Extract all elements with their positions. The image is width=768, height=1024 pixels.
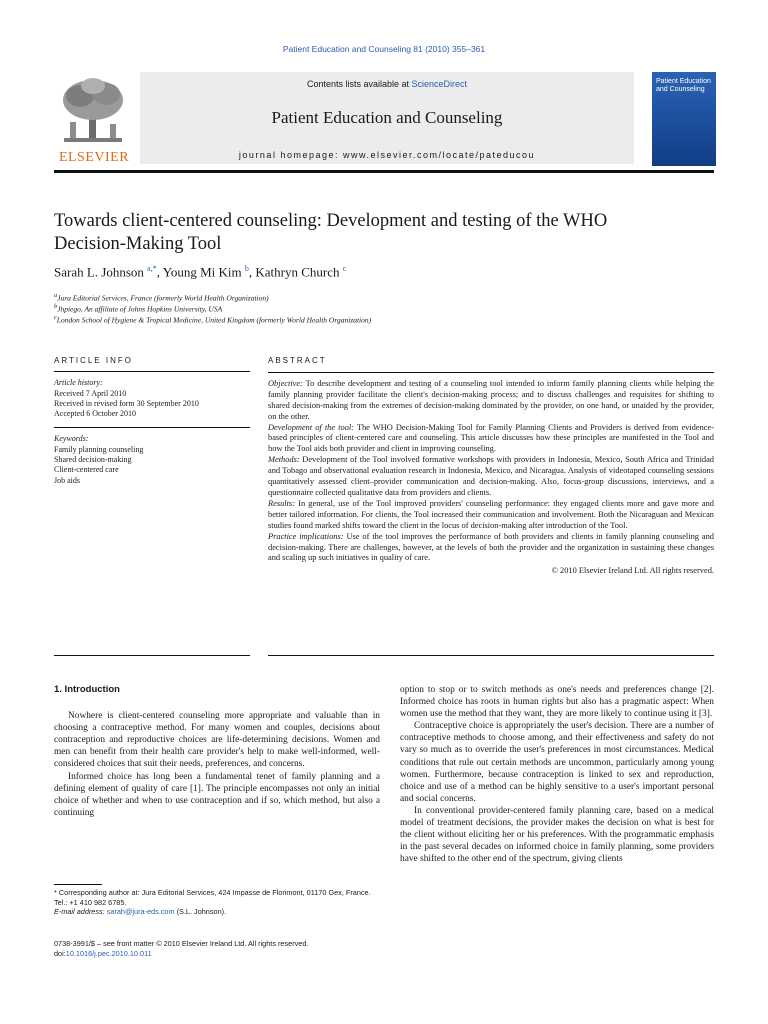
affiliation-mark: b	[54, 303, 58, 310]
affiliation-mark: a	[54, 292, 58, 299]
keywords-rule	[54, 427, 250, 428]
issn-line: 0738-3991/$ – see front matter © 2010 Elsevier Ireland Ltd. All rights reserved.	[54, 939, 309, 948]
article-info-heading: ARTICLE INFO	[54, 356, 133, 365]
sciencedirect-link[interactable]: ScienceDirect	[411, 79, 468, 89]
elsevier-logo[interactable]	[54, 72, 132, 166]
footnote	[54, 888, 380, 917]
author-name[interactable]: Kathryn Church	[255, 264, 340, 280]
doi-link[interactable]: 10.1016/j.pec.2010.10.011	[65, 948, 152, 958]
abstract-bottom-rule	[268, 655, 714, 656]
article-title-line-1: Towards client-centered counseling: Development and testing of the WHO	[54, 211, 608, 231]
abstract-rule	[268, 372, 714, 373]
keywords-label: Keywords:	[54, 434, 89, 444]
affiliation	[54, 314, 371, 325]
abstract-practice-implications	[268, 532, 714, 565]
abstract-section-text: Development of the Tool involved formative workshops with providers in Indonesia, Mexico, South Africa and Trinidad and Tobago and observational evaluation research in Indonesia, Mexico, and Nicaragua. Analysis of videotaped counseling sessions quantitatively assessed client–provider communication and decision-making. Also, focus-group discussions, interviews, and a questionnaire collected qualitative data from providers and clients.	[268, 455, 714, 497]
masthead-bottom-rule	[54, 170, 714, 173]
keyword: Job aids	[54, 475, 80, 485]
copyright-notice: © 2010 Elsevier Ireland Ltd. All rights reserved.	[551, 566, 714, 576]
author-affil-mark[interactable]: c	[342, 264, 347, 273]
journal-cover-thumbnail[interactable]	[652, 72, 716, 166]
author-name[interactable]: Young Mi Kim	[162, 264, 242, 280]
history-received: Received 7 April 2010	[54, 388, 127, 398]
journal-masthead	[54, 72, 714, 168]
cover-title: Patient Education and Counseling	[656, 78, 711, 93]
affiliation	[54, 303, 222, 314]
abstract-heading: ABSTRACT	[268, 356, 327, 365]
corresponding-author: * Corresponding author at: Jura Editorial Services, 424 Impasse de Florimont, 01170 Gex, France. Tel.: +1 410 982 6785.	[54, 888, 371, 907]
abstract-section-text: To describe development and testing of a counseling tool intended to inform family planning clients while helping the family planning provider facilitate the client's decision-making process; and to discuss challenges and requisites for shifting to shared decision-making from the extremes of decision-making dominated by the provider, on one hand, or unaided by the provider, on the other.	[268, 378, 714, 421]
affiliation	[54, 292, 269, 303]
email-link[interactable]: sarah@jura-eds.com	[106, 907, 175, 916]
body-paragraph: Informed choice has long been a fundamental tenet of family planning and a defining element of quality of care [1]. The principle encompasses not only an initial choice of whether and when to use contraception and if so, which method, but also a continuing	[54, 771, 380, 818]
affiliation-text: Jhpiego, An affiliate of Johns Hopkins University, USA	[57, 304, 223, 314]
keyword: Client-centered care	[54, 465, 119, 475]
affiliation-mark: c	[54, 314, 57, 321]
abstract-results	[268, 499, 714, 532]
author-affil-mark[interactable]: a,*	[147, 264, 157, 273]
email-label: E-mail address:	[54, 907, 105, 916]
keyword: Shared decision-making	[54, 455, 132, 465]
body-left-column	[54, 684, 380, 819]
journal-homepage-link[interactable]: journal homepage: www.elsevier.com/locate/pateducou	[238, 150, 536, 160]
doi-label: doi:	[54, 948, 66, 958]
article-title-line-2: Decision-Making Tool	[54, 234, 222, 254]
abstract-objective	[268, 379, 714, 423]
doi-line	[54, 949, 380, 959]
contents-prefix: Contents lists available at	[306, 79, 412, 89]
journal-citation[interactable]: Patient Education and Counseling 81 (2010) 355–361	[282, 44, 486, 54]
body-paragraph: Contraceptive choice is appropriately the user's decision. There are a number of contraceptive methods to choose among, and their effectiveness and safety do not vary so much as to override the user's preferences in most circumstances. Medical conditions that rule out certain methods are uncommon, particularly among young women. Furthermore, because contraception is linked to sex and reproduction, choice and use of a method can be highly sensitive to a user's important personal and social concerns.	[400, 721, 714, 804]
section-heading-introduction: 1. Introduction	[54, 684, 120, 695]
journal-title: Patient Education and Counseling	[271, 108, 503, 127]
email-suffix: (S.L. Johnson).	[176, 907, 227, 916]
author-name[interactable]: Sarah L. Johnson	[54, 264, 144, 280]
keyword: Family planning counseling	[54, 444, 144, 454]
history-label: Article history:	[54, 378, 103, 388]
abstract-section-label: Development of the tool:	[268, 422, 354, 432]
abstract-section-label: Practice implications:	[268, 531, 344, 541]
footnote-rule	[54, 884, 102, 885]
history-revised: Received in revised form 30 September 2010	[54, 398, 199, 408]
affiliation-text: London School of Hygiene & Tropical Medicine, United Kingdom (formerly World Health Organization)	[56, 315, 372, 325]
author-list: Sarah L. Johnson $^{a,*}$, Young Mi Kim $^b$, Kathryn Church $^c$	[54, 264, 347, 280]
contents-line	[140, 79, 634, 89]
body-paragraph: option to stop or to switch methods as one's needs and preferences change [2]. Informed choice has roots in human rights but also has a pragmatic aspect: When women use the method that they want, they are more likely to continue using it [3].	[400, 685, 714, 720]
abstract-section-text: Use of the tool improves the performance of both providers and clients in family planning counseling and decision-making. There are challenges, however, at the levels of both the provider and the organization in sustaining these changes and scaling up such initiatives in quality of care.	[268, 531, 714, 563]
abstract-section-label: Objective:	[268, 378, 303, 388]
abstract-methods	[268, 455, 714, 499]
author-affil-mark[interactable]: b	[244, 264, 249, 273]
abstract-development	[268, 423, 714, 456]
abstract-section-label: Results:	[268, 498, 295, 508]
article-info-bottom-rule	[54, 655, 250, 656]
journal-header-box	[140, 72, 634, 164]
abstract-section-label: Methods:	[268, 455, 300, 465]
article-title	[54, 210, 714, 256]
body-paragraph: Nowhere is client-centered counseling more appropriate and valuable than in choosing a contraceptive method. For many women and couples, decisions about contraception and reproductive choices are life-determining decisions. Women and men can benefit from their health care provider's help to make well-informed, well-considered choices that suit their needs, preferences, and concerns.	[54, 711, 380, 770]
abstract	[268, 356, 714, 577]
body-right-column	[400, 684, 714, 865]
abstract-section-text: The WHO Decision-Making Tool for Family Planning Clients and Providers is derived from evidence-based principles of client-centered care and counseling. This article discusses how these principles are manifested in the Tool and how the Tool aids both provider and client in improving counseling.	[268, 422, 714, 454]
email-line	[54, 907, 380, 917]
history-accepted: Accepted 6 October 2010	[54, 409, 136, 419]
elsevier-tree-icon	[58, 76, 128, 148]
abstract-section-text: In general, use of the Tool improved providers' counseling performance: they engaged clients more and gave more and better tailored information. For clients, the Tool increased their communication and involvement. Both the Nicaraguan and Mexican studies found marked shifts toward the client in the locus of decision-making after introduction of the Tool.	[268, 498, 714, 530]
article-info	[54, 356, 250, 486]
front-matter	[54, 939, 380, 958]
body-paragraph: In conventional provider-centered family planning care, based on a medical model of treatment decisions, the provider makes the decision on what is best for the client without eliciting her or his preferences. With the programmatic emphasis in the past several decades on informed choice in family planning, some providers have shifted to the other end of the spectrum, giving clients	[400, 805, 714, 865]
article-info-rule	[54, 371, 250, 372]
affiliation-text: Jura Editorial Services, France (formerly World Health Organization)	[57, 293, 269, 303]
publisher-name: ELSEVIER	[58, 150, 130, 165]
